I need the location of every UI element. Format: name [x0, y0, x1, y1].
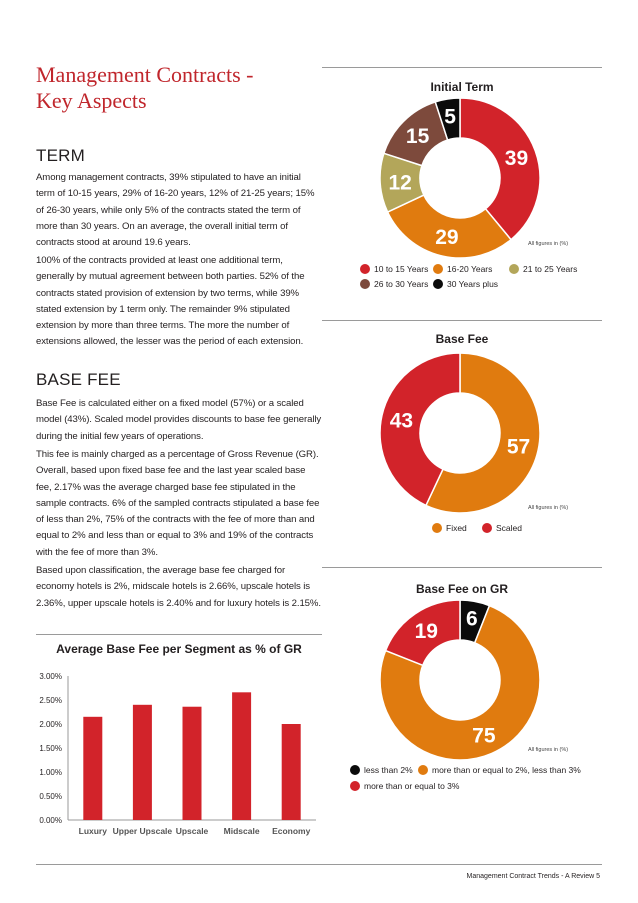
base-fee-paragraph-1: Base Fee is calculated either on a fixed model (57%) or a scaled model (43%). Scaled model provides discounts to base fee generally during the initial few years of operations. — [36, 398, 322, 442]
legend-label: 21 to 25 Years — [523, 264, 578, 274]
legend-item-21-to-25-years — [509, 264, 577, 274]
legend-swatch — [482, 523, 492, 533]
initial-term-donut-chart — [360, 95, 580, 260]
base-fee-on-gr-donut-chart — [360, 597, 580, 762]
x-tick-label-economy: Economy — [272, 826, 311, 836]
initial-term-legend — [360, 264, 610, 294]
legend-item-fixed — [432, 523, 467, 533]
base-fee-paragraph-2: This fee is mainly charged as a percentage of Gross Revenue (GR). Overall, based upon fixed base fee and the last year scaled base fee, 2.17% was the average charged base fee stipulated in the sample contracts. 6% of the sampled contracts stipulated a base fee of less than 2%, 75% of the contracts with the fee of more than and equal to 2% and less than or equal to 3% and 19% of the contracts with the fee of more than 3%. — [36, 449, 320, 558]
slice-value-scaled: 43 — [389, 409, 414, 433]
legend-swatch — [350, 781, 360, 791]
x-tick-label-upper-upscale: Upper Upscale — [112, 826, 173, 836]
base-fee-note: All figures in (%) — [528, 505, 569, 511]
legend-label: 16-20 Years — [447, 264, 493, 274]
initial-term-chart-title: Initial Term — [430, 80, 494, 94]
bar-midscale — [232, 692, 251, 820]
legend-swatch — [433, 264, 443, 274]
legend-item-26-to-30-years — [360, 279, 428, 289]
y-tick-label: 1.00% — [39, 768, 62, 777]
page-title-line-1: Management Contracts - — [36, 62, 254, 87]
legend-label: more than or equal to 3% — [364, 781, 460, 791]
page-title-line-2: Key Aspects — [36, 88, 147, 113]
legend-item-30-years-plus — [433, 279, 498, 289]
y-tick-label: 3.00% — [39, 672, 62, 681]
legend-label: 30 Years plus — [447, 279, 499, 289]
slice-value-more-than-or-equal-to-2-less-than-3: 75 — [472, 724, 496, 748]
rule-after-base-fee — [322, 567, 602, 568]
term-paragraph-1: Among management contracts, 39% stipulated to have an initial term of 10-15 years, 29% of 16-20 years, 12% of 21-25 years; 15% of 26-30 years, while only 5% of the contracts stated the term of more than 30 years. On an average, the overall initial term of contracts stood at around 19.6 years. — [36, 172, 315, 249]
bar-upper-upscale — [133, 705, 152, 820]
term-heading: TERM — [36, 146, 85, 165]
legend-label: 10 to 15 Years — [374, 264, 429, 274]
footer-rule — [36, 864, 602, 865]
page-footer: Management Contract Trends - A Review 5 — [466, 873, 600, 880]
legend-label: Scaled — [496, 523, 522, 533]
legend-label: less than 2% — [364, 765, 413, 775]
bar-luxury — [83, 717, 102, 820]
x-tick-label-upscale: Upscale — [175, 826, 209, 836]
base-fee-heading: BASE FEE — [36, 370, 121, 389]
slice-value-26-to-30-years: 15 — [405, 125, 430, 149]
base-fee-on-gr-chart-title: Base Fee on GR — [415, 582, 509, 596]
x-tick-label-midscale: Midscale — [223, 826, 260, 836]
base-fee-on-gr-legend — [350, 765, 620, 795]
legend-item-scaled — [482, 523, 522, 533]
legend-item-more-than-or-equal-to-3 — [350, 781, 459, 791]
base-fee-on-gr-note: All figures in (%) — [528, 747, 569, 753]
bar-upscale — [183, 707, 202, 820]
slice-value-16-20-years: 29 — [435, 226, 459, 250]
slice-value-30-years-plus: 5 — [444, 105, 456, 129]
legend-swatch — [350, 765, 360, 775]
slice-value-more-than-or-equal-to-3: 19 — [414, 619, 438, 643]
legend-item-more-than-or-equal-to-2-less-than-3 — [418, 765, 581, 775]
legend-item-10-to-15-years — [360, 264, 428, 274]
legend-item-16-20-years — [433, 264, 492, 274]
legend-swatch — [360, 264, 370, 274]
legend-item-less-than-2 — [350, 765, 413, 775]
base-fee-legend — [360, 523, 610, 539]
legend-swatch — [432, 523, 442, 533]
average-base-fee-bar-chart — [28, 662, 328, 842]
slice-value-less-than-2: 6 — [465, 607, 478, 631]
slice-value-10-to-15-years: 39 — [504, 147, 529, 171]
base-fee-paragraph-3: Based upon classification, the average base fee charged for economy hotels is 2%, midscale hotels is 2.66%, upscale hotels is 2.36%, upper upscale hotels is 2.40% and for luxury hotels is 2.15%. — [36, 565, 321, 609]
term-paragraph-2: 100% of the contracts provided at least one additional term, generally by mutual agreement between both parties. 52% of the contracts stated provision of extension by two terms, while 39% stated extension by 1 term only. The remainder 9% stipulated extension by more than three terms. The more the number of extensions allowed, the lesser was the period of each extension. — [36, 255, 305, 348]
bar-economy — [282, 724, 301, 820]
legend-label: Fixed — [446, 523, 467, 533]
legend-label: 26 to 30 Years — [374, 279, 429, 289]
base-fee-chart-title: Base Fee — [435, 332, 489, 346]
y-tick-label: 1.50% — [39, 744, 62, 753]
legend-swatch — [360, 279, 370, 289]
legend-swatch — [509, 264, 519, 274]
slice-value-fixed: 57 — [506, 435, 531, 459]
rule-after-initial-term — [322, 320, 602, 321]
legend-label: more than or equal to 2%, less than 3% — [432, 765, 581, 775]
legend-swatch — [433, 279, 443, 289]
bar-chart-top-rule — [36, 634, 322, 635]
initial-term-note: All figures in (%) — [528, 241, 569, 247]
base-fee-donut-chart — [360, 350, 580, 515]
top-rule-right — [322, 67, 602, 68]
legend-swatch — [418, 765, 428, 775]
y-tick-label: 0.00% — [39, 816, 62, 825]
y-tick-label: 2.00% — [39, 720, 62, 729]
page-title — [36, 62, 296, 114]
y-tick-label: 2.50% — [39, 696, 62, 705]
bar-chart-title: Average Base Fee per Segment as % of GR — [56, 642, 302, 656]
slice-value-21-to-25-years: 12 — [388, 171, 412, 195]
y-tick-label: 0.50% — [39, 792, 62, 801]
x-tick-label-luxury: Luxury — [78, 826, 107, 836]
